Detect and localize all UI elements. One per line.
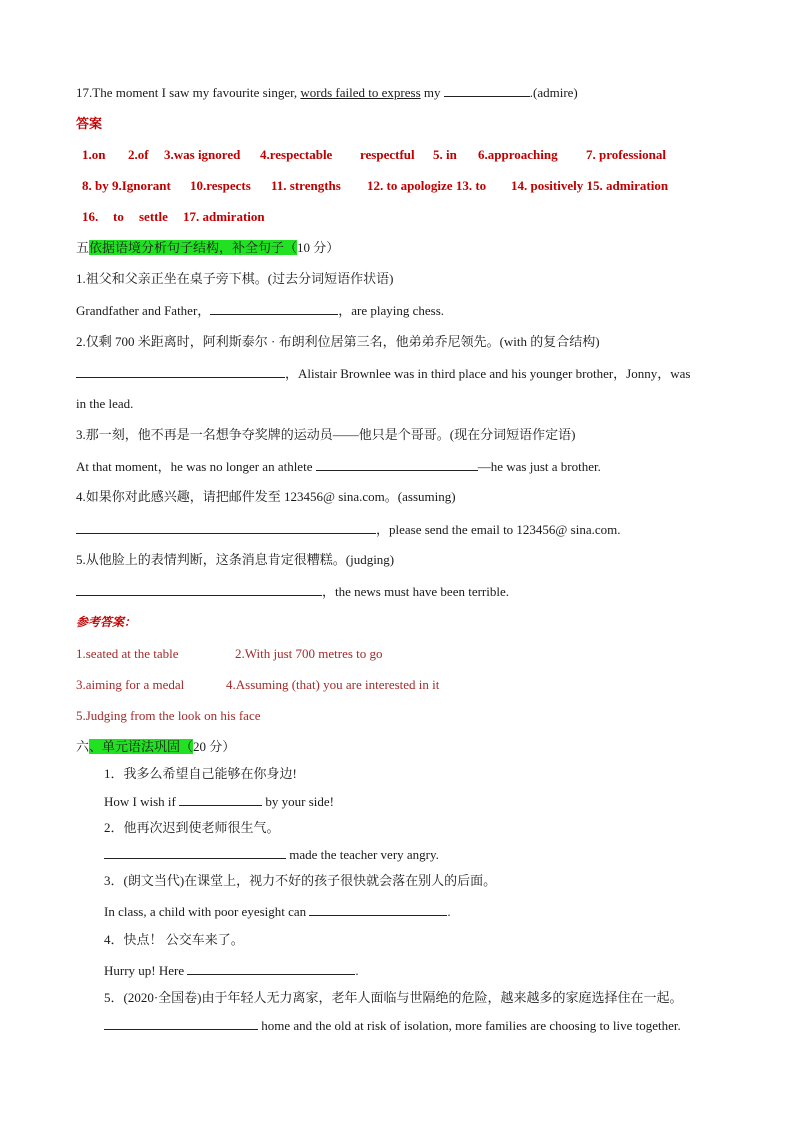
s6-q2-english [104,846,439,863]
s6-q1-chinese: 1．我多么希望自己能够在你身边! [104,766,297,781]
answer-item: settle [139,209,168,224]
answer-item: 6.approaching [478,147,558,162]
s5-q3-post: —he was just a brother. [477,459,601,474]
q17-post: my [420,85,444,100]
s5-q5-english [76,583,509,600]
s5-q2-english [76,365,690,382]
s5-q3-pre: At that moment，he was no longer an athlete [76,459,316,474]
answers-row-2 [82,178,668,194]
s5-q2-blank[interactable] [76,365,285,378]
s6-q5-blank[interactable] [104,1017,258,1030]
s6-q5-chinese: 5．(2020·全国卷)由于年轻人无力离家，老年人面临与世隔绝的危险，越来越多的家庭选择住在一起。 [104,990,683,1005]
ref-answer-3: 3.aiming for a medal [76,677,185,692]
answer-item: respectful [360,147,415,162]
answer-item: 5. in [433,147,457,162]
s6-q4-english [104,962,359,979]
answer-item: 17. admiration [183,209,265,224]
s6-q2-chinese: 2．他再次迟到使老师很生气。 [104,820,280,835]
answer-item: 2.of [128,147,149,162]
answer-item: 16. [82,209,99,224]
s6-q3-pre: In class, a child with poor eyesight can [104,904,310,919]
section-5-title: 依据语境分析句子结构，补全句子 [89,240,285,255]
s6-q4-post: . [355,963,359,978]
s6-q3-post: . [447,904,451,919]
s5-q1-chinese: 1.祖父和父亲正坐在桌子旁下棋。(过去分词短语作状语) [76,271,394,286]
s5-q1-pre: Grandfather and Father， [76,303,211,318]
s6-q1-english [104,793,334,810]
ref-answer-5: 5.Judging from the look on his face [76,708,261,723]
reference-answers-title: 参考答案： [76,615,137,629]
s6-q4-chinese: 4．快点！ 公交车来了。 [104,932,244,947]
answer-item: 1.on [82,147,106,162]
s6-q2-blank[interactable] [104,846,286,859]
s5-q3-blank[interactable] [316,458,478,471]
s5-q4-english [76,521,620,538]
s5-q4-blank[interactable] [76,521,376,534]
answers-row-3 [82,209,265,225]
s5-q5-chinese: 5.从他脸上的表情判断，这条消息肯定很糟糕。(judging) [76,552,395,567]
q17-underlined: words failed to express [300,85,421,100]
section-5-number: 五 [76,240,90,255]
section-6-score: 20 分） [193,739,236,754]
s6-q3-english [104,903,451,920]
s5-q4-chinese: 4.如果你对此感兴趣，请把邮件发至 123456@ sina.com。(assuming) [76,489,456,504]
s5-q3-english [76,458,601,475]
answer-item: 4.respectable [260,147,333,162]
q17-blank[interactable] [444,84,530,97]
answer-item: 14. positively 15. admiration [511,178,669,193]
s6-q5-post: home and the old at risk of isolation, more families are choosing to live together. [258,1018,681,1033]
answer-item: 7. professional [586,147,666,162]
ref-answers-row-1 [76,646,383,662]
ref-answer-1: 1.seated at the table [76,646,179,661]
section-5-score: 10 分） [297,240,340,255]
s6-q1-pre: How I wish if [104,794,180,809]
answer-item: to [113,209,124,224]
ref-answers-row-2 [76,677,439,693]
s5-q1-post: ，are playing chess. [338,303,445,318]
s5-q5-post: ，the news must have been terrible. [322,584,509,599]
ref-answer-4: 4.Assuming (that) you are interested in it [226,677,440,692]
answer-item: 11. strengths [271,178,341,193]
section-6-title: 、单元语法巩固（ [89,739,194,754]
answer-item: 10.respects [190,178,251,193]
question-17 [76,84,578,101]
answers-title: 答案 [76,116,103,131]
answer-item: 3.was ignored [164,147,241,162]
s5-q1-english [76,302,444,319]
s6-q5-english [104,1017,681,1034]
s6-q1-post: by your side! [262,794,334,809]
answer-item: 8. by 9.Ignorant [82,178,171,193]
s6-q3-chinese: 3．(朗文当代)在课堂上，视力不好的孩子很快就会落在别人的后面。 [104,873,497,888]
answer-item: 12. to apologize 13. to [367,178,487,193]
s5-q5-blank[interactable] [76,583,322,596]
s5-q2-english-cont: in the lead. [76,396,134,411]
s6-q2-post: made the teacher very angry. [286,847,439,862]
q17-pre: 17.The moment I saw my favourite singer, [76,85,301,100]
s6-q1-blank[interactable] [179,793,262,806]
s5-q1-blank[interactable] [210,302,338,315]
s5-q2-post: ，Alistair Brownlee was in third place and his younger brother，Jonny，was [285,366,691,381]
answers-row-1 [82,147,666,163]
s6-q4-pre: Hurry up! Here [104,963,188,978]
section-5-heading: 五依据语境分析句子结构，补全句子（10 分） [76,240,340,255]
ref-answer-2: 2.With just 700 metres to go [235,646,383,661]
section-6-number: 六 [76,739,90,754]
q17-hint: .(admire) [529,85,578,100]
s6-q4-blank[interactable] [187,962,355,975]
s6-q3-blank[interactable] [309,903,447,916]
s5-q3-chinese: 3.那一刻，他不再是一名想争夺奖牌的运动员——他只是个哥哥。(现在分词短语作定语) [76,427,576,442]
s5-q2-chinese: 2.仅剩 700 米距离时，阿利斯泰尔 · 布朗利位居第三名，他弟弟乔尼领先。(with 的复合结构) [76,334,600,349]
section-6-heading [76,739,235,755]
s5-q4-post: ，please send the email to 123456@ sina.com. [376,522,621,537]
